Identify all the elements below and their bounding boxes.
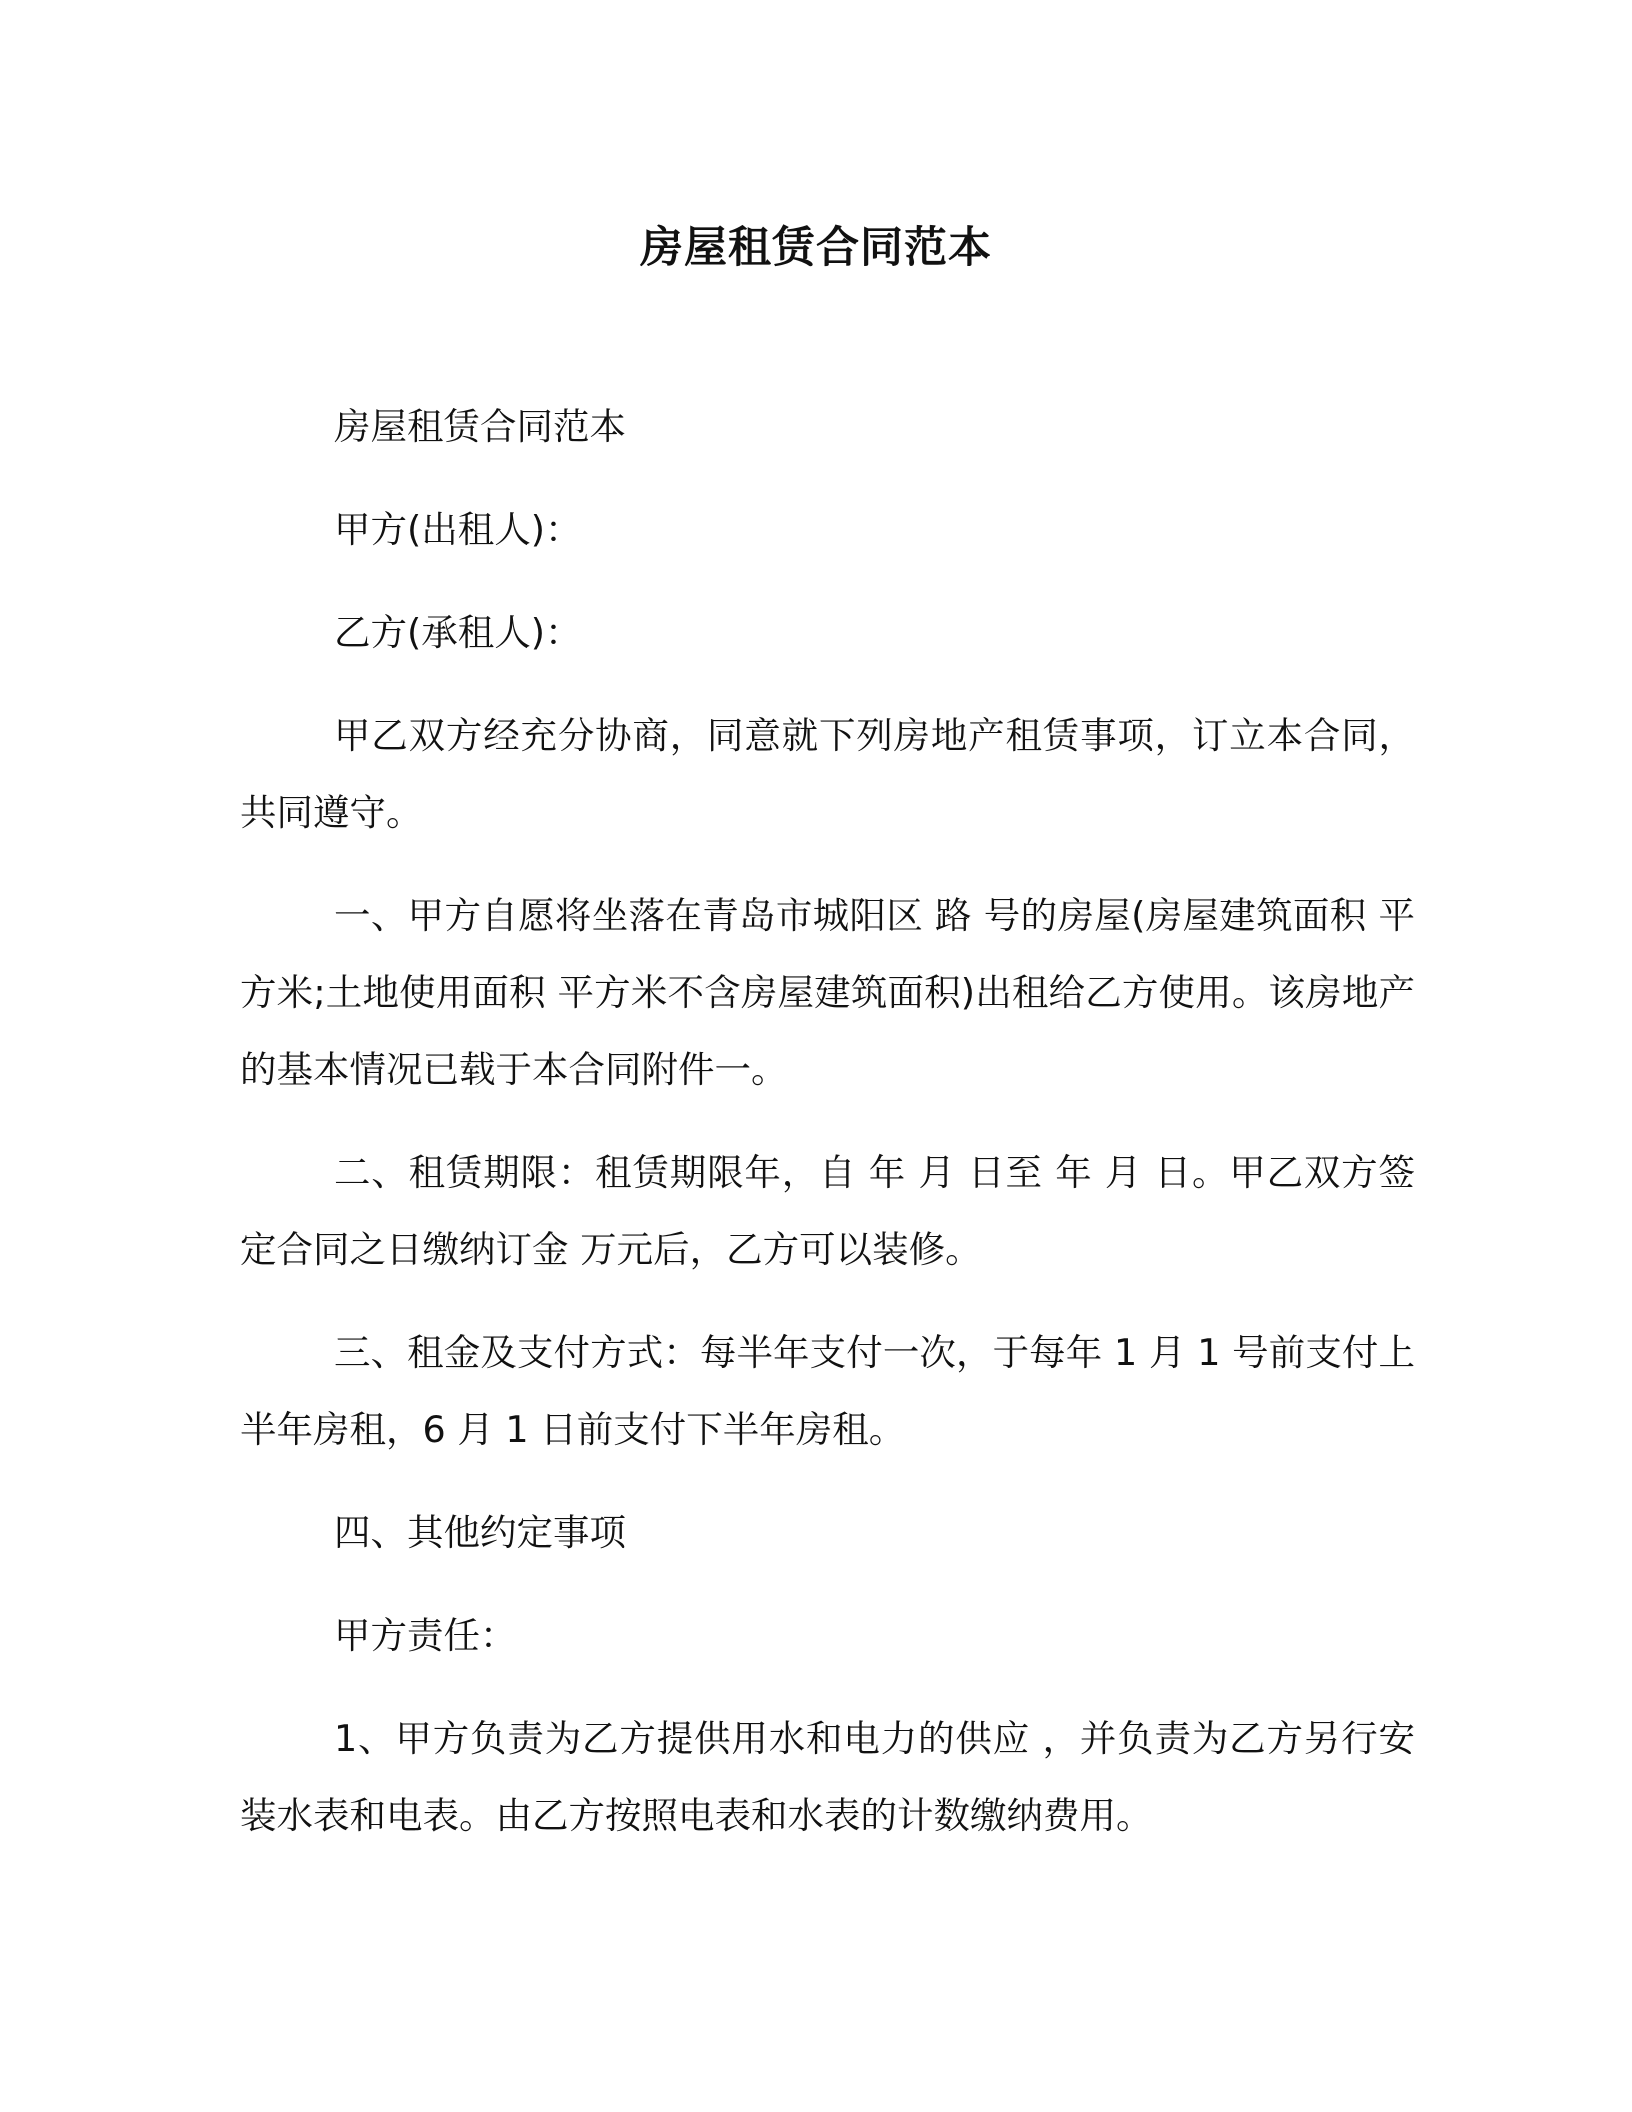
party-a-duties-heading: 甲方责任： <box>334 1614 517 1657</box>
clause-2-paragraph: 二、租赁期限：租赁期限年，自 年 月 日至 年 月 日。甲乙双方签定合同之日缴纳订金 万元后，乙方可以装修。 <box>240 1151 1415 1271</box>
clause-4-heading: 四、其他约定事项 <box>334 1511 626 1554</box>
duty-1-paragraph: 1、甲方负责为乙方提供用水和电力的供应 ，并负责为乙方另行安装水表和电表。由乙方按照电表和水表的计数缴纳费用。 <box>240 1717 1415 1837</box>
document-body <box>240 388 1415 1880</box>
clause-1-paragraph: 一、甲方自愿将坐落在青岛市城阳区 路 号的房屋(房屋建筑面积 平方米;土地使用面积 平方米不含房屋建筑面积)出租给乙方使用。该房地产的基本情况已载于本合同附件一。 <box>240 894 1415 1091</box>
subtitle-paragraph: 房屋租赁合同范本 <box>334 405 626 448</box>
agreement-intro-paragraph: 甲乙双方经充分协商，同意就下列房地产租赁事项，订立本合同，共同遵守。 <box>240 714 1415 834</box>
clause-3-paragraph: 三、租金及支付方式：每半年支付一次，于每年 1 月 1 号前支付上半年房租，6 月 1 日前支付下半年房租。 <box>240 1331 1415 1451</box>
party-a-line: 甲方(出租人)： <box>334 508 582 551</box>
party-b-line: 乙方(承租人)： <box>334 611 582 654</box>
document-title: 房屋租赁合同范本 <box>640 223 992 273</box>
